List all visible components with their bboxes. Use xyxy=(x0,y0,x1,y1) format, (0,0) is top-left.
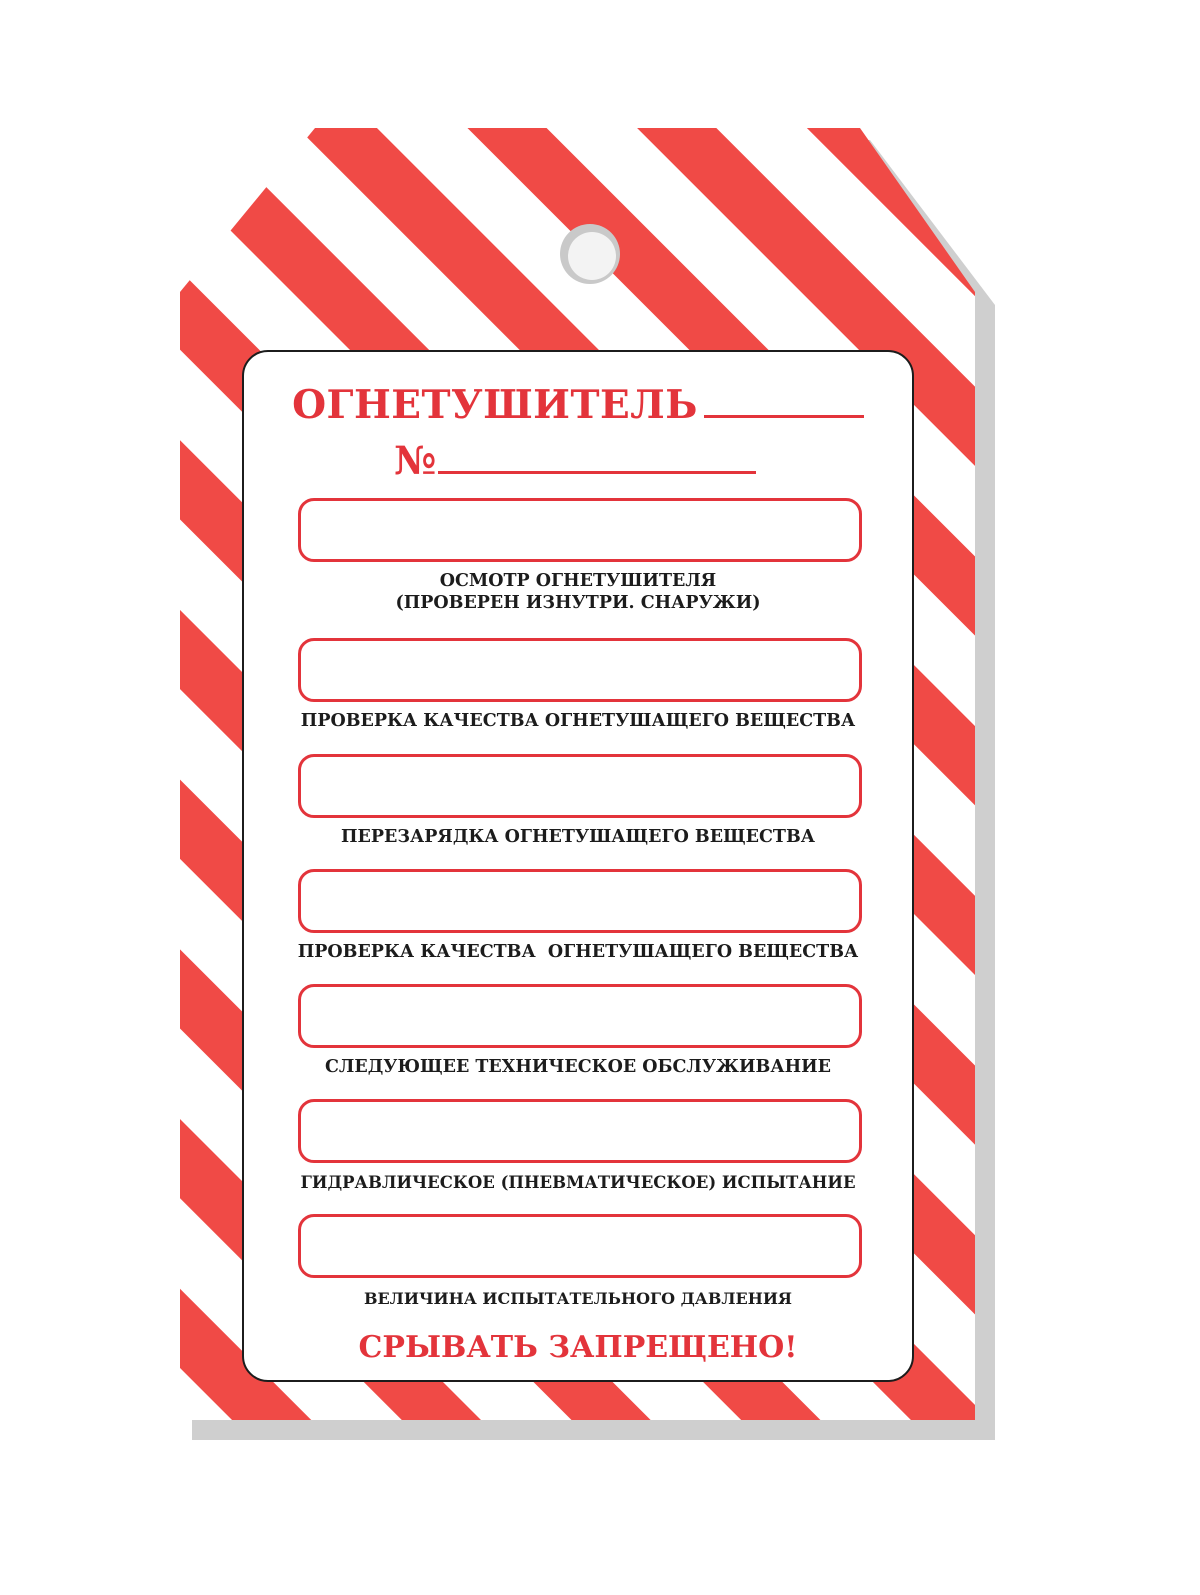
field-box-test-pressure[interactable] xyxy=(298,1214,862,1278)
number-blank-line[interactable] xyxy=(438,441,756,474)
title-blank-line[interactable] xyxy=(704,385,864,418)
field-label-next-service xyxy=(244,1056,912,1078)
field-box-hydraulic-test[interactable] xyxy=(298,1099,862,1163)
field-box-next-service[interactable] xyxy=(298,984,862,1048)
field-label-line: ПЕРЕЗАРЯДКА ОГНЕТУШАЩЕГО ВЕЩЕСТВА xyxy=(341,827,815,847)
field-label-test-pressure xyxy=(244,1288,912,1310)
title-text: ОГНЕТУШИТЕЛЬ xyxy=(292,382,698,428)
field-box-recharge[interactable] xyxy=(298,754,862,818)
field-label-recharge xyxy=(244,826,912,848)
field-label-quality-check-2 xyxy=(244,941,912,963)
info-panel xyxy=(242,350,914,1382)
field-box-inspection[interactable] xyxy=(298,498,862,562)
field-label-line: (ПРОВЕРЕН ИЗНУТРИ. СНАРУЖИ) xyxy=(395,593,761,613)
field-box-quality-check[interactable] xyxy=(298,638,862,702)
field-label-line: ПРОВЕРКА КАЧЕСТВА ОГНЕТУШАЩЕГО ВЕЩЕСТВА xyxy=(300,711,856,731)
field-label-hydraulic-test xyxy=(244,1172,912,1194)
number-label: № xyxy=(394,438,437,484)
field-label-line: ОСМОТР ОГНЕТУШИТЕЛЯ xyxy=(439,571,717,591)
field-label-line: ГИДРАВЛИЧЕСКОЕ (ПНЕВМАТИЧЕСКОЕ) ИСПЫТАНИЕ xyxy=(300,1173,856,1192)
field-label-line: ПРОВЕРКА КАЧЕСТВА ОГНЕТУШАЩЕГО ВЕЩЕСТВА xyxy=(297,942,859,962)
number-row xyxy=(394,438,756,484)
tag-footer-warning: СРЫВАТЬ ЗАПРЕЩЕНО! xyxy=(358,1330,798,1365)
field-label-line: СЛЕДУЮЩЕЕ ТЕХНИЧЕСКОЕ ОБСЛУЖИВАНИЕ xyxy=(324,1057,832,1077)
tag-title xyxy=(244,382,912,428)
field-label-quality-check xyxy=(244,710,912,732)
field-label-line: ВЕЛИЧИНА ИСПЫТАТЕЛЬНОГО ДАВЛЕНИЯ xyxy=(363,1289,793,1308)
field-label-inspection xyxy=(244,570,912,614)
field-box-quality-check-2[interactable] xyxy=(298,869,862,933)
hanging-hole-inner xyxy=(568,232,616,280)
